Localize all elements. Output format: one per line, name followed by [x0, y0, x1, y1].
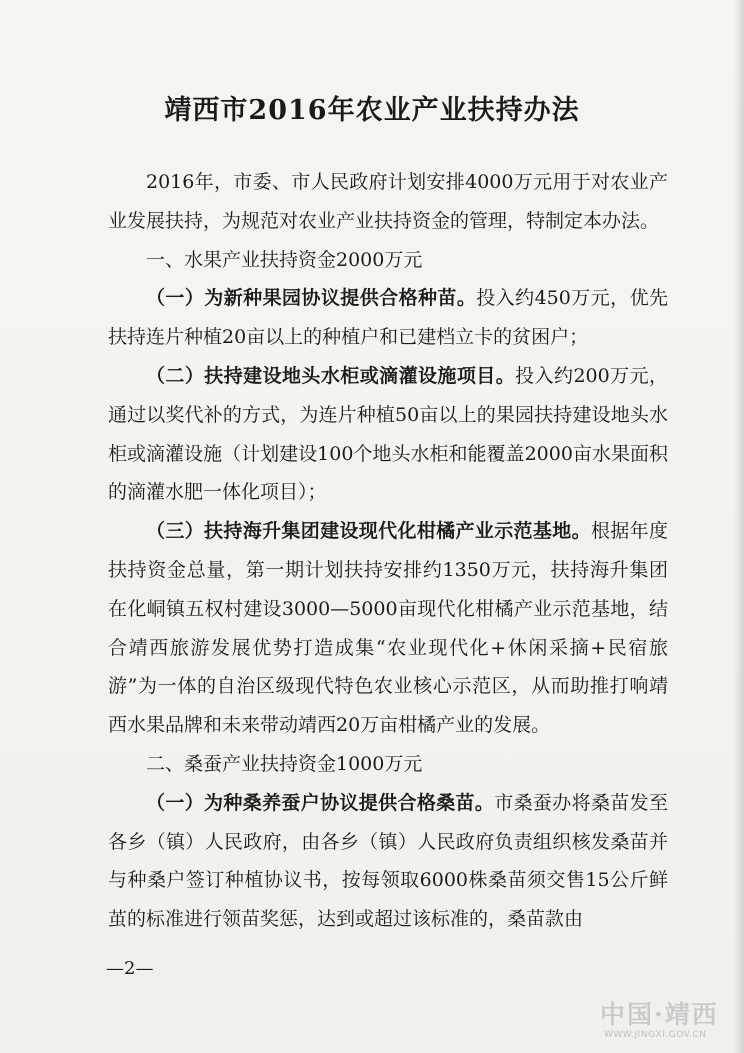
section2-item1: [108, 784, 668, 939]
section1-item2: [108, 357, 668, 512]
intro-paragraph: 2016年，市委、市人民政府计划安排4000万元用于对农业产业发展扶持，为规范对农业产业扶持资金的管理，特制定本办法。: [108, 171, 668, 232]
watermark-url: WWW.JINGXI.GOV.CN: [604, 1030, 707, 1040]
page-edge-shadow: [734, 0, 744, 1053]
section2-item1-text: 市桑蚕办将桑苗发至各乡（镇）人民政府，由各乡（镇）人民政府负责组织核发桑苗并与种桑户签订种植协议书，按每领取6000株桑苗须交售15公斤鲜茧的标准进行领苗奖惩，达到或超过该标准的，桑苗款由: [108, 791, 668, 931]
section1-item2-text: 投入约200万元，通过以奖代补的方式，为连片种植50亩以上的果园扶持建设地头水柜或滴灌设施（计划建设100个地头水柜和能覆盖2000亩水果面积的滴灌水肥一体化项目）；: [108, 364, 668, 504]
site-watermark: [600, 995, 740, 1051]
section1-item2-lead: （二）扶持建设地头水柜或滴灌设施项目。: [146, 364, 516, 387]
watermark-logo: 中国·靖西: [600, 1000, 719, 1029]
section1-item3: [108, 512, 668, 745]
section1-item1-text: 投入约450万元，优先扶持连片种植20亩以上的种植户和已建档立卡的贫困户；: [108, 287, 668, 349]
section1-item1: [108, 279, 668, 357]
section2-heading: 二、桑蚕产业扶持资金1000万元: [146, 752, 423, 775]
section1-heading: 一、水果产业扶持资金2000万元: [146, 248, 423, 271]
section1-item3-lead: （三）扶持海升集团建设现代化柑橘产业示范基地。: [146, 520, 591, 543]
document-title: 靖西市2016年农业产业扶持办法: [164, 95, 580, 126]
section2-item1-lead: （一）为种桑养蚕户协议提供合格桑苗。: [146, 791, 495, 814]
section1-item1-lead: （一）为新种果园协议提供合格种苗。: [146, 287, 477, 310]
document-body: [108, 163, 668, 939]
page-number: —2—: [106, 958, 154, 979]
section1-item3-text: 根据年度扶持资金总量，第一期计划扶持安排约1350万元，扶持海升集团在化峒镇五权村建设3000—5000亩现代化柑橘产业示范基地，结合靖西旅游发展优势打造成集“农业现代化+休闲采摘+民宿旅游”为一体的自治区级现代特色农业核心示范区，从而助推打响靖西水果品牌和未来带动靖西20万亩柑橘产业的发展。: [108, 520, 668, 737]
